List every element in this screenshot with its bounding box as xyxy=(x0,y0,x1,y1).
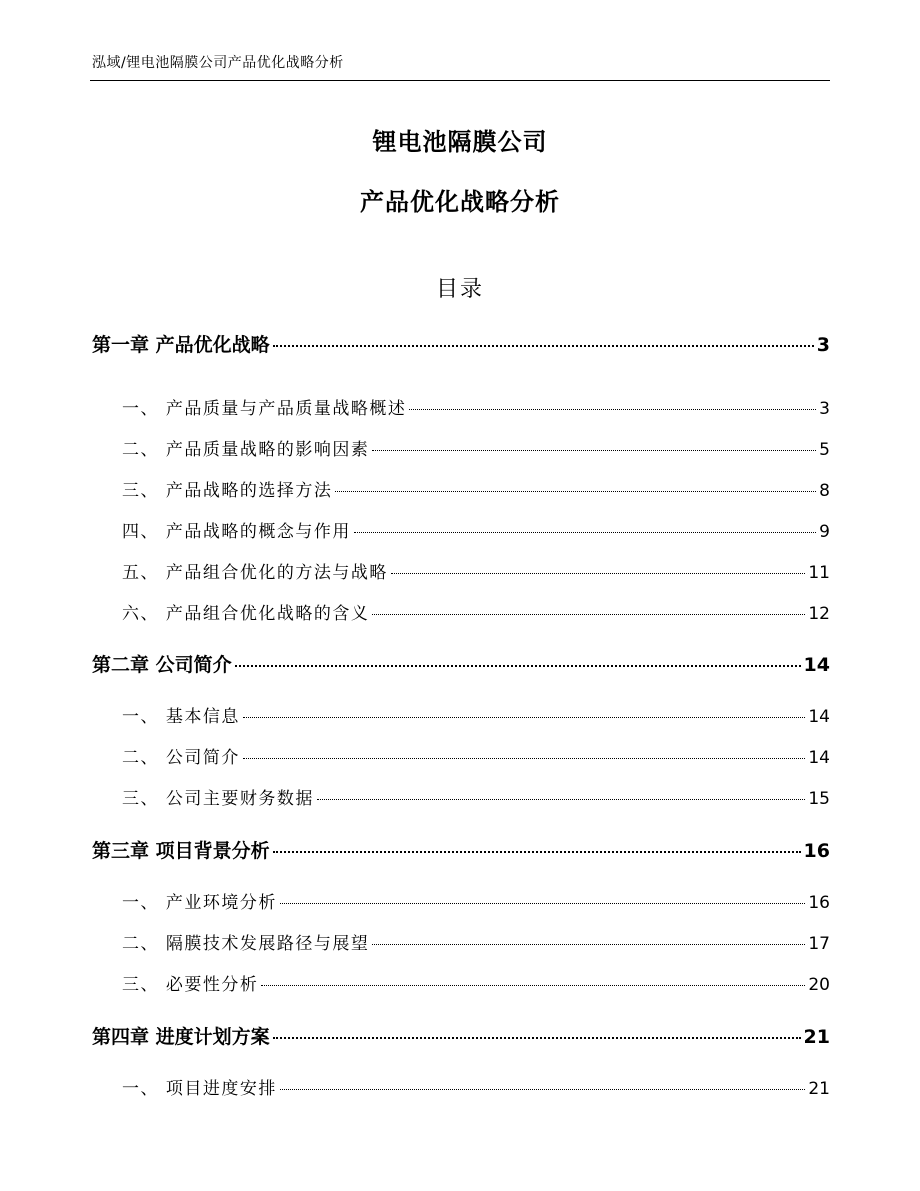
toc-entry-label: 第二章 公司简介 xyxy=(92,654,232,676)
toc-heading: 目录 xyxy=(435,277,484,302)
toc-dot-leader xyxy=(372,450,816,451)
toc-dot-leader xyxy=(261,985,805,986)
toc-entry-label: 一、 产业环境分析 xyxy=(122,893,277,913)
toc-section-entry[interactable] xyxy=(92,517,830,542)
toc-entry-page: 9 xyxy=(819,522,830,542)
toc-entry-label: 一、 产品质量与产品质量战略概述 xyxy=(122,399,407,419)
toc-section-entry[interactable] xyxy=(92,558,830,583)
toc-dot-leader xyxy=(354,532,816,533)
document-title-line-2: 产品优化战略分析 xyxy=(360,188,560,216)
toc-chapter-entry[interactable] xyxy=(92,330,830,357)
document-title-line-1: 锂电池隔膜公司 xyxy=(372,128,548,156)
toc-section-entry[interactable] xyxy=(92,784,830,809)
toc-entry-label: 二、 公司简介 xyxy=(122,748,240,768)
toc-entry-label: 六、 产品组合优化战略的含义 xyxy=(122,604,370,624)
toc-section-entry[interactable] xyxy=(92,929,830,954)
toc-entry-page: 20 xyxy=(808,975,830,995)
header-rule xyxy=(90,80,830,81)
toc-dot-leader xyxy=(273,851,801,853)
toc-entry-page: 16 xyxy=(808,893,830,913)
toc-entry-label: 第一章 产品优化战略 xyxy=(92,334,270,356)
toc-dot-leader xyxy=(273,1037,801,1039)
toc-dot-leader xyxy=(243,758,805,759)
toc-entry-page: 14 xyxy=(803,654,830,676)
toc-section-entry[interactable] xyxy=(92,970,830,995)
toc-entry-page: 8 xyxy=(819,481,830,501)
toc-section-entry[interactable] xyxy=(92,702,830,727)
toc-section-entry[interactable] xyxy=(92,888,830,913)
toc-entry-page: 12 xyxy=(808,604,830,624)
toc-entry-page: 11 xyxy=(808,563,830,583)
toc-entry-label: 一、 基本信息 xyxy=(122,707,240,727)
toc-entry-page: 5 xyxy=(819,440,830,460)
toc-entry-page: 16 xyxy=(803,840,830,862)
toc-section-entry[interactable] xyxy=(92,599,830,624)
toc-section-entry[interactable] xyxy=(92,435,830,460)
toc-entry-label: 四、 产品战略的概念与作用 xyxy=(122,522,351,542)
toc-dot-leader xyxy=(280,1089,805,1090)
toc-entry-label: 三、 公司主要财务数据 xyxy=(122,789,314,809)
toc-dot-leader xyxy=(317,799,805,800)
toc-entry-page: 15 xyxy=(808,789,830,809)
toc-chapter-entry[interactable] xyxy=(92,836,830,863)
toc-dot-leader xyxy=(391,573,805,574)
toc-entry-label: 三、 必要性分析 xyxy=(122,975,259,995)
toc-entry-page: 3 xyxy=(816,334,830,356)
toc-section-entry[interactable] xyxy=(92,1074,830,1099)
toc-entry-label: 三、 产品战略的选择方法 xyxy=(122,481,333,501)
toc-entry-page: 14 xyxy=(808,707,830,727)
toc-dot-leader xyxy=(335,491,816,492)
toc-section-entry[interactable] xyxy=(92,394,830,419)
running-header: 泓域/锂电池隔膜公司产品优化战略分析 xyxy=(92,55,344,71)
toc-entry-label: 二、 隔膜技术发展路径与展望 xyxy=(122,934,370,954)
toc-dot-leader xyxy=(243,717,805,718)
toc-dot-leader xyxy=(273,345,814,347)
toc-entry-page: 3 xyxy=(819,399,830,419)
toc-dot-leader xyxy=(372,944,805,945)
toc-section-entry[interactable] xyxy=(92,476,830,501)
toc-dot-leader xyxy=(280,903,805,904)
toc-entry-page: 17 xyxy=(808,934,830,954)
toc-entry-page: 14 xyxy=(808,748,830,768)
toc-entry-label: 二、 产品质量战略的影响因素 xyxy=(122,440,370,460)
toc-section-entry[interactable] xyxy=(92,743,830,768)
toc-entry-label: 第四章 进度计划方案 xyxy=(92,1026,270,1048)
toc-entry-label: 一、 项目进度安排 xyxy=(122,1079,277,1099)
toc-dot-leader xyxy=(235,665,801,667)
toc-dot-leader xyxy=(372,614,805,615)
toc-chapter-entry[interactable] xyxy=(92,1022,830,1049)
toc-entry-label: 第三章 项目背景分析 xyxy=(92,840,270,862)
toc-dot-leader xyxy=(409,409,816,410)
toc-entry-page: 21 xyxy=(808,1079,830,1099)
toc-entry-page: 21 xyxy=(803,1026,830,1048)
toc-entry-label: 五、 产品组合优化的方法与战略 xyxy=(122,563,388,583)
toc-chapter-entry[interactable] xyxy=(92,650,830,677)
